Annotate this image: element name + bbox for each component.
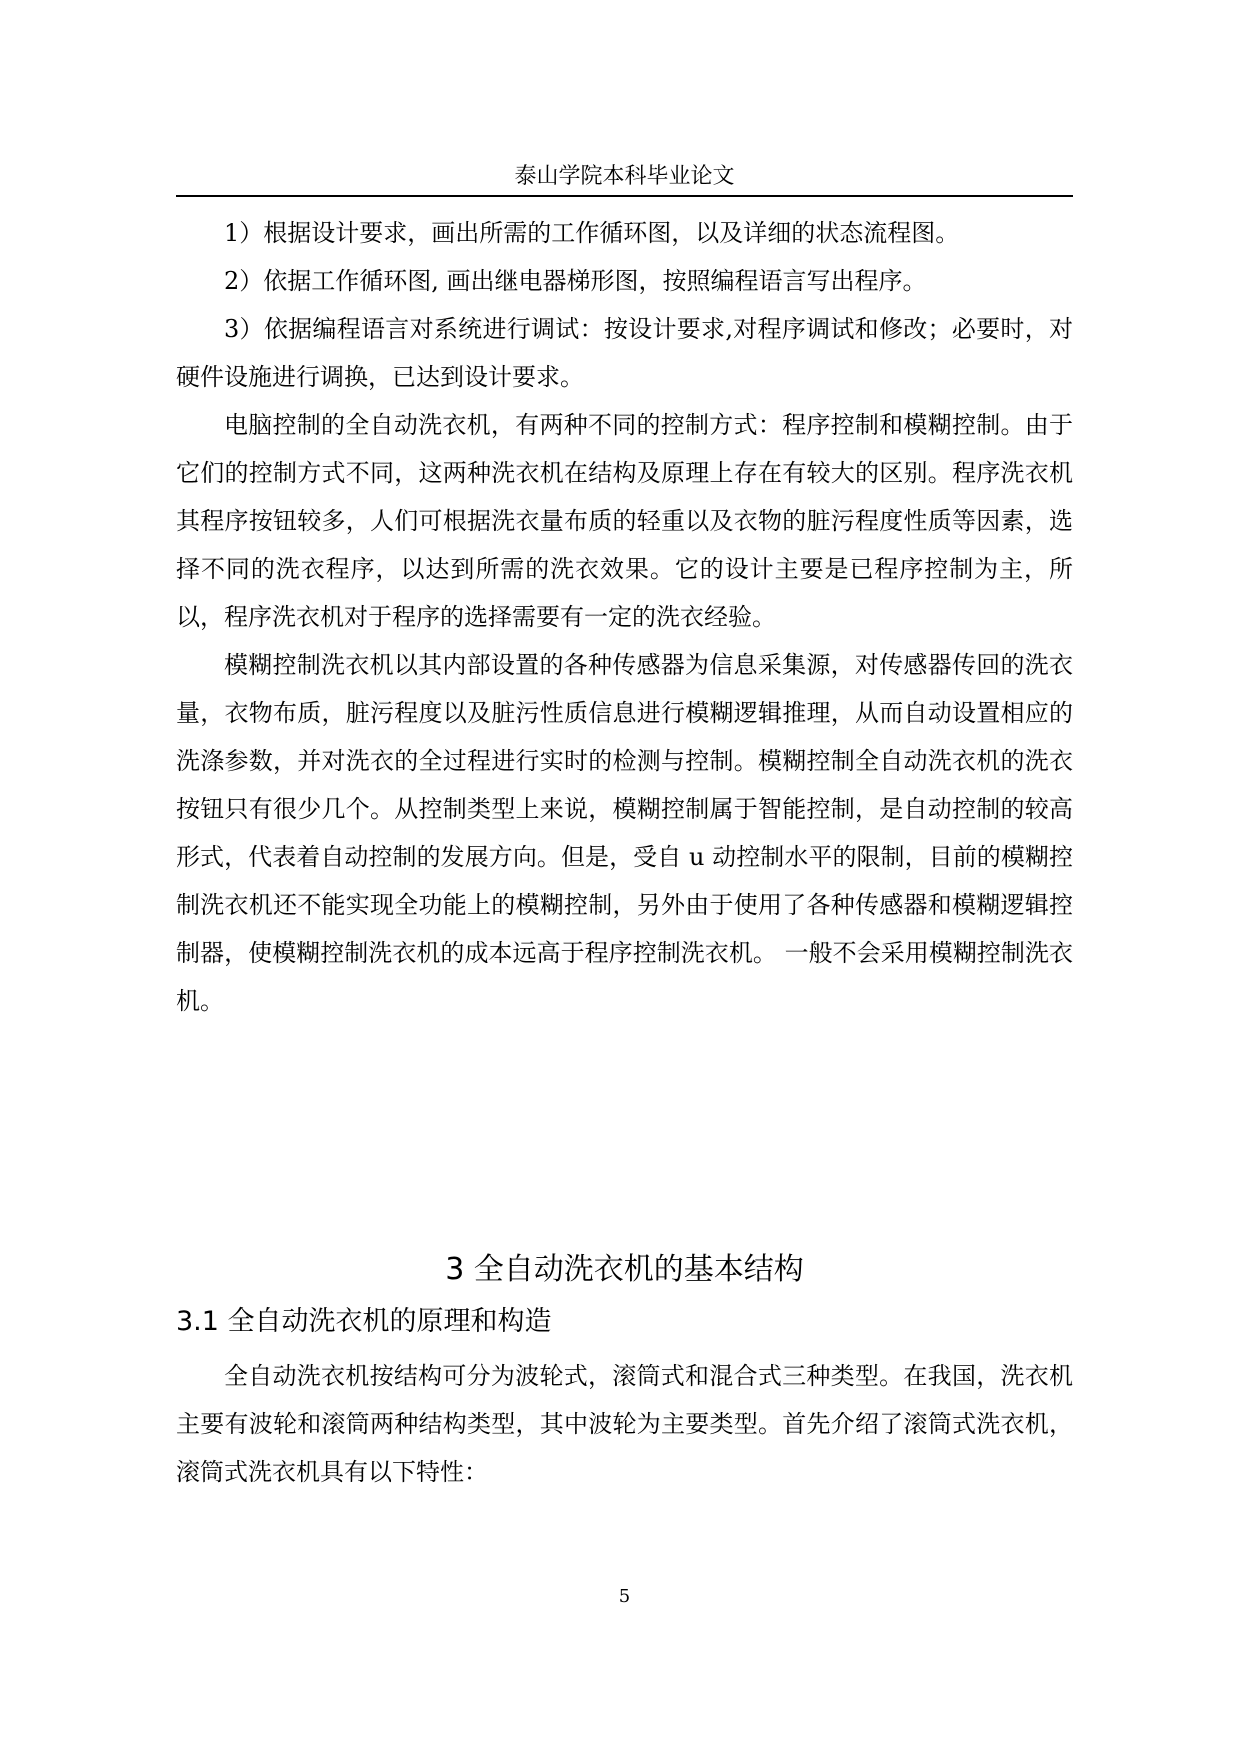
paragraph-structure-types: 全自动洗衣机按结构可分为波轮式，滚筒式和混合式三种类型。在我国，洗衣机主要有波轮和滚筒两种结构类型，其中波轮为主要类型。首先介绍了滚筒式洗衣机，滚筒式洗衣机具有以下特性： xyxy=(176,1362,1073,1486)
paragraph-step-3: 3）依据编程语言对系统进行调试：按设计要求,对程序调试和修改；必要时，对硬件设施进行调换，已达到设计要求。 xyxy=(176,315,1073,391)
header-rule xyxy=(176,195,1073,197)
paragraph-step-2: 2）依据工作循环图, 画出继电器梯形图，按照编程语言写出程序。 xyxy=(224,267,927,295)
section-heading: 3.1 全自动洗衣机的原理和构造 xyxy=(176,1306,552,1337)
paragraph-program-control: 电脑控制的全自动洗衣机，有两种不同的控制方式：程序控制和模糊控制。由于它们的控制方式不同，这两种洗衣机在结构及原理上存在有较大的区别。程序洗衣机其程序按钮较多，人们可根据洗衣量布质的轻重以及衣物的脏污程度性质等因素，选择不同的洗衣程序，以达到所需的洗衣效果。它的设计主要是已程序控制为主，所以，程序洗衣机对于程序的选择需要有一定的洗衣经验。 xyxy=(176,411,1073,631)
page-number: 5 xyxy=(618,1586,631,1607)
running-header: 泰山学院本科毕业论文 xyxy=(514,164,735,189)
chapter-heading: 3 全自动洗衣机的基本结构 xyxy=(445,1252,804,1287)
paragraph-fuzzy-control: 模糊控制洗衣机以其内部设置的各种传感器为信息采集源，对传感器传回的洗衣量，衣物布质，脏污程度以及脏污性质信息进行模糊逻辑推理，从而自动设置相应的洗涤参数，并对洗衣的全过程进行实时的检测与控制。模糊控制全自动洗衣机的洗衣按钮只有很少几个。从控制类型上来说，模糊控制属于智能控制，是自动控制的较高形式，代表着自动控制的发展方向。但是，受自 u 动控制水平的限制，目前的模糊控制洗衣机还不能实现全功能上的模糊控制，另外由于使用了各种传感器和模糊逻辑控制器，使模糊控制洗衣机的成本远高于程序控制洗衣机。 一般不会采用模糊控制洗衣机。 xyxy=(176,651,1073,1015)
paragraph-step-1: 1）根据设计要求，画出所需的工作循环图，以及详细的状态流程图。 xyxy=(224,219,960,247)
